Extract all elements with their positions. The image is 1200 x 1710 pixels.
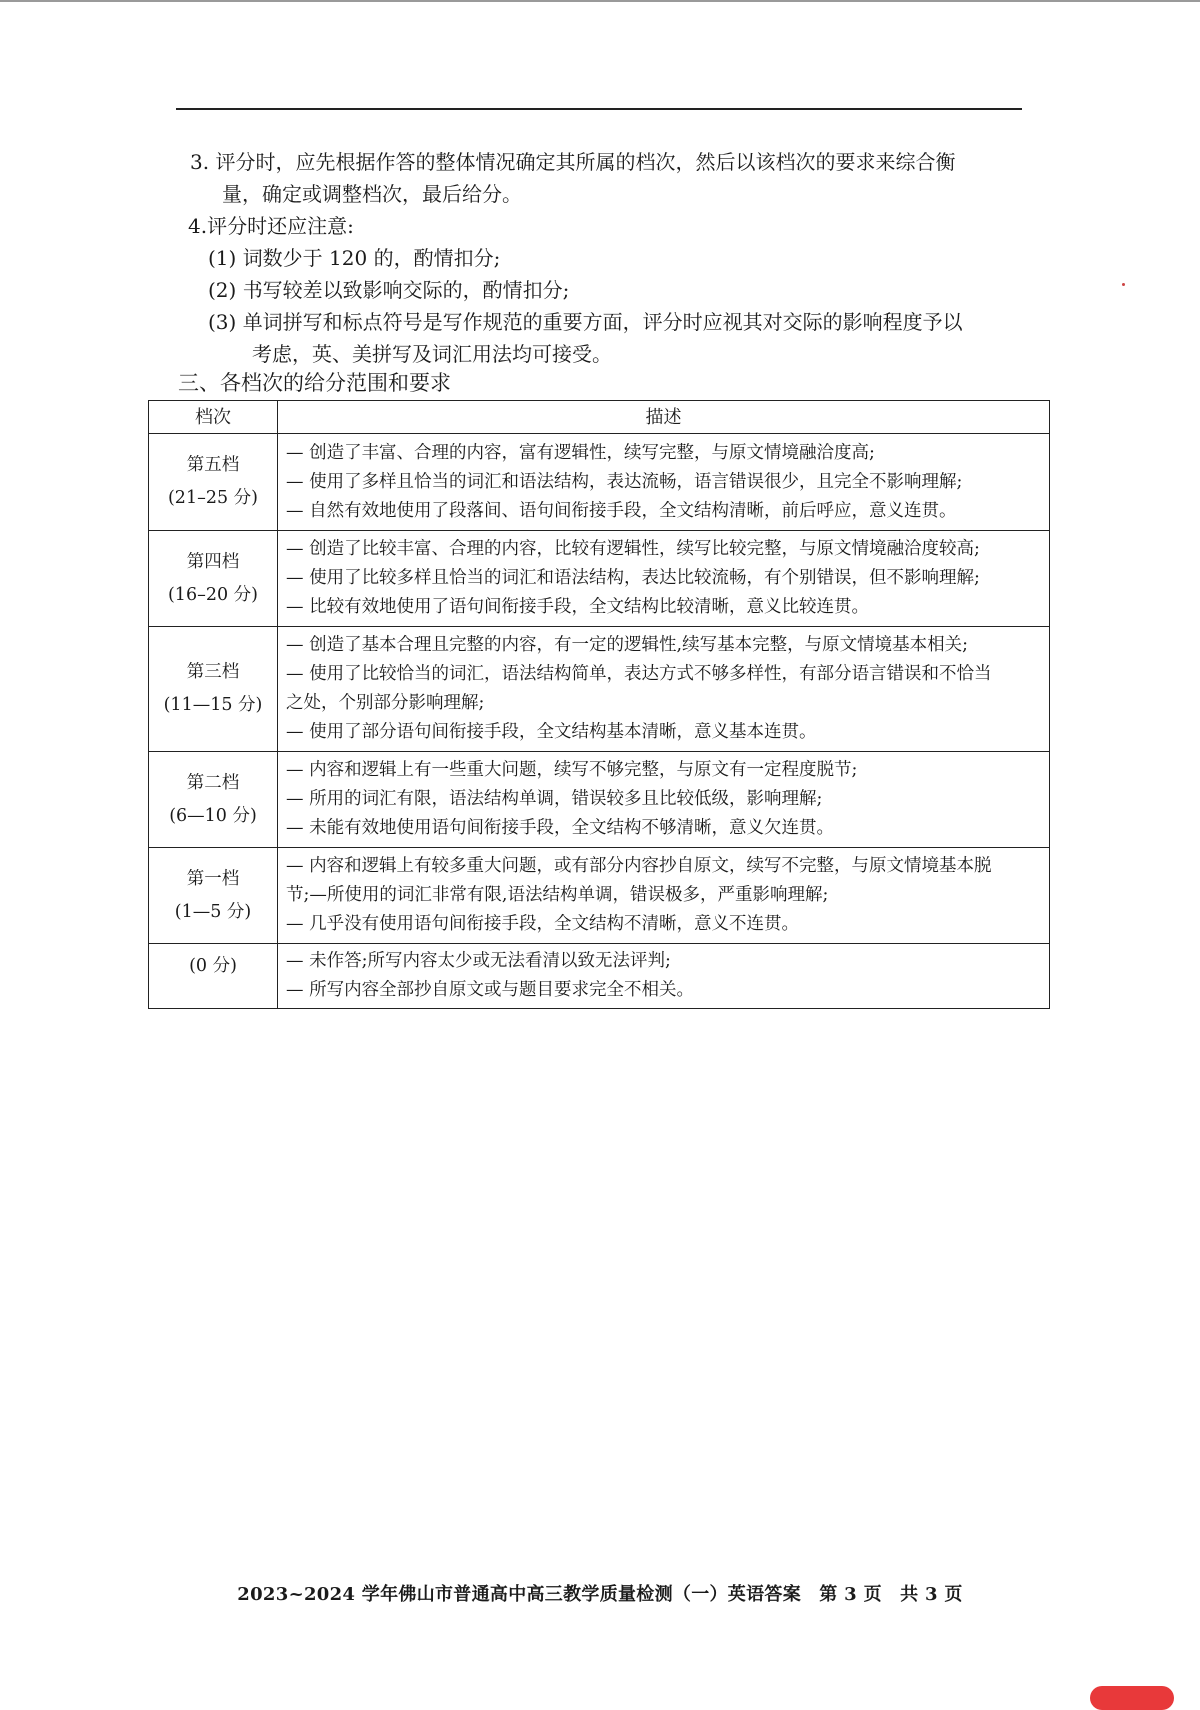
page-top-edge [0,0,1200,2]
level-cell [149,627,278,752]
table-row [149,531,1050,627]
note-4-title: 4.评分时还应注意: [188,214,354,238]
level-name: 第三档 [186,662,240,682]
description-line: — 自然有效地使用了段落间、语句间衔接手段，全文结构清晰，前后呼应，意义连贯。 [286,500,957,521]
description-line: — 几乎没有使用语句间衔接手段，全文结构不清晰，意义不连贯。 [286,914,800,934]
level-range: (6—10 分) [169,805,257,826]
level-name: 第五档 [186,455,240,475]
header-description: 描述 [278,401,1050,434]
header-rule [176,108,1022,110]
note-4-sub-3-line-1: (3) 单词拼写和标点符号是写作规范的重要方面，评分时应视其对交际的影响程度予以 [208,310,963,334]
level-name: 第一档 [186,868,240,889]
level-range: (0 分) [189,956,237,976]
note-4-sub-1: (1) 词数少于 120 的，酌情扣分; [208,246,501,270]
table-row [149,848,1050,944]
scan-speck [1122,283,1125,286]
section-title: 三、各档次的给分范围和要求 [178,371,451,395]
description-line: — 所用的词汇有限，语法结构单调，错误较多且比较低级，影响理解; [286,789,823,809]
description-line: — 未作答;所写内容太少或无法看清以致无法评判; [286,951,671,971]
description-line: 之处，个别部分影响理解; [286,693,485,713]
table-row [149,434,1050,531]
note-3-line-1: 3. 评分时，应先根据作答的整体情况确定其所属的档次，然后以该档次的要求来综合衡 [190,150,956,174]
description-cell [278,627,1050,752]
description-line: — 创造了比较丰富、合理的内容，比较有逻辑性，续写比较完整，与原文情境融洽度较高; [286,539,980,559]
level-name: 第二档 [186,772,240,793]
description-line: — 使用了比较恰当的词汇，语法结构简单，表达方式不够多样性，有部分语言错误和不恰当 [286,664,992,684]
level-cell [149,434,278,531]
description-cell [278,944,1050,1009]
page-footer: 2023~2024 学年佛山市普通高中高三教学质量检测（一）英语答案 第 3 页 共 3 页 [237,1584,963,1605]
description-line: 节;—所使用的词汇非常有限,语法结构单调，错误极多，严重影响理解; [286,885,829,905]
description-line: — 内容和逻辑上有较多重大问题，或有部分内容抄自原文，续写不完整，与原文情境基本脱 [286,856,992,876]
level-name: 第四档 [186,551,240,572]
description-line: — 比较有效地使用了语句间衔接手段，全文结构比较清晰，意义比较连贯。 [286,597,870,617]
description-line: — 未能有效地使用语句间衔接手段，全文结构不够清晰，意义欠连贯。 [286,818,835,838]
description-cell [278,531,1050,627]
level-range: (21–25 分) [167,488,258,508]
description-cell [278,848,1050,944]
description-cell [278,752,1050,848]
description-line: — 创造了丰富、合理的内容，富有逻辑性，续写完整，与原文情境融洽度高; [286,442,875,463]
level-cell [149,531,278,627]
header-level: 档次 [149,401,278,434]
description-line: — 使用了多样且恰当的词汇和语法结构，表达流畅，语言错误很少，且完全不影响理解; [286,471,963,492]
corner-badge [1090,1686,1174,1710]
description-cell [278,434,1050,531]
description-line: — 创造了基本合理且完整的内容，有一定的逻辑性,续写基本完整，与原文情境基本相关; [286,635,969,655]
level-cell [149,848,278,944]
table-header-row [149,401,1050,434]
note-4-sub-3-line-2: 考虑，英、美拼写及词汇用法均可接受。 [252,342,612,366]
note-3-line-2: 量，确定或调整档次，最后给分。 [222,182,522,206]
table-row [149,752,1050,848]
description-line: — 内容和逻辑上有一些重大问题，续写不够完整，与原文有一定程度脱节; [286,760,858,780]
level-cell [149,944,278,1009]
note-4-sub-2: (2) 书写较差以致影响交际的，酌情扣分; [208,278,570,302]
description-line: — 使用了比较多样且恰当的词汇和语法结构，表达比较流畅，有个别错误，但不影响理解; [286,568,980,588]
description-line: — 所写内容全部抄自原文或与题目要求完全不相关。 [286,980,695,1000]
grading-table [148,400,1050,1009]
level-range: (1—5 分) [174,901,252,922]
table-row [149,627,1050,752]
level-cell [149,752,278,848]
description-line: — 使用了部分语句间衔接手段，全文结构基本清晰，意义基本连贯。 [286,722,817,742]
level-range: (16–20 分) [167,584,258,605]
scoring-notes [190,146,1040,370]
level-range: (11—15 分) [163,695,263,715]
table-row [149,944,1050,1009]
